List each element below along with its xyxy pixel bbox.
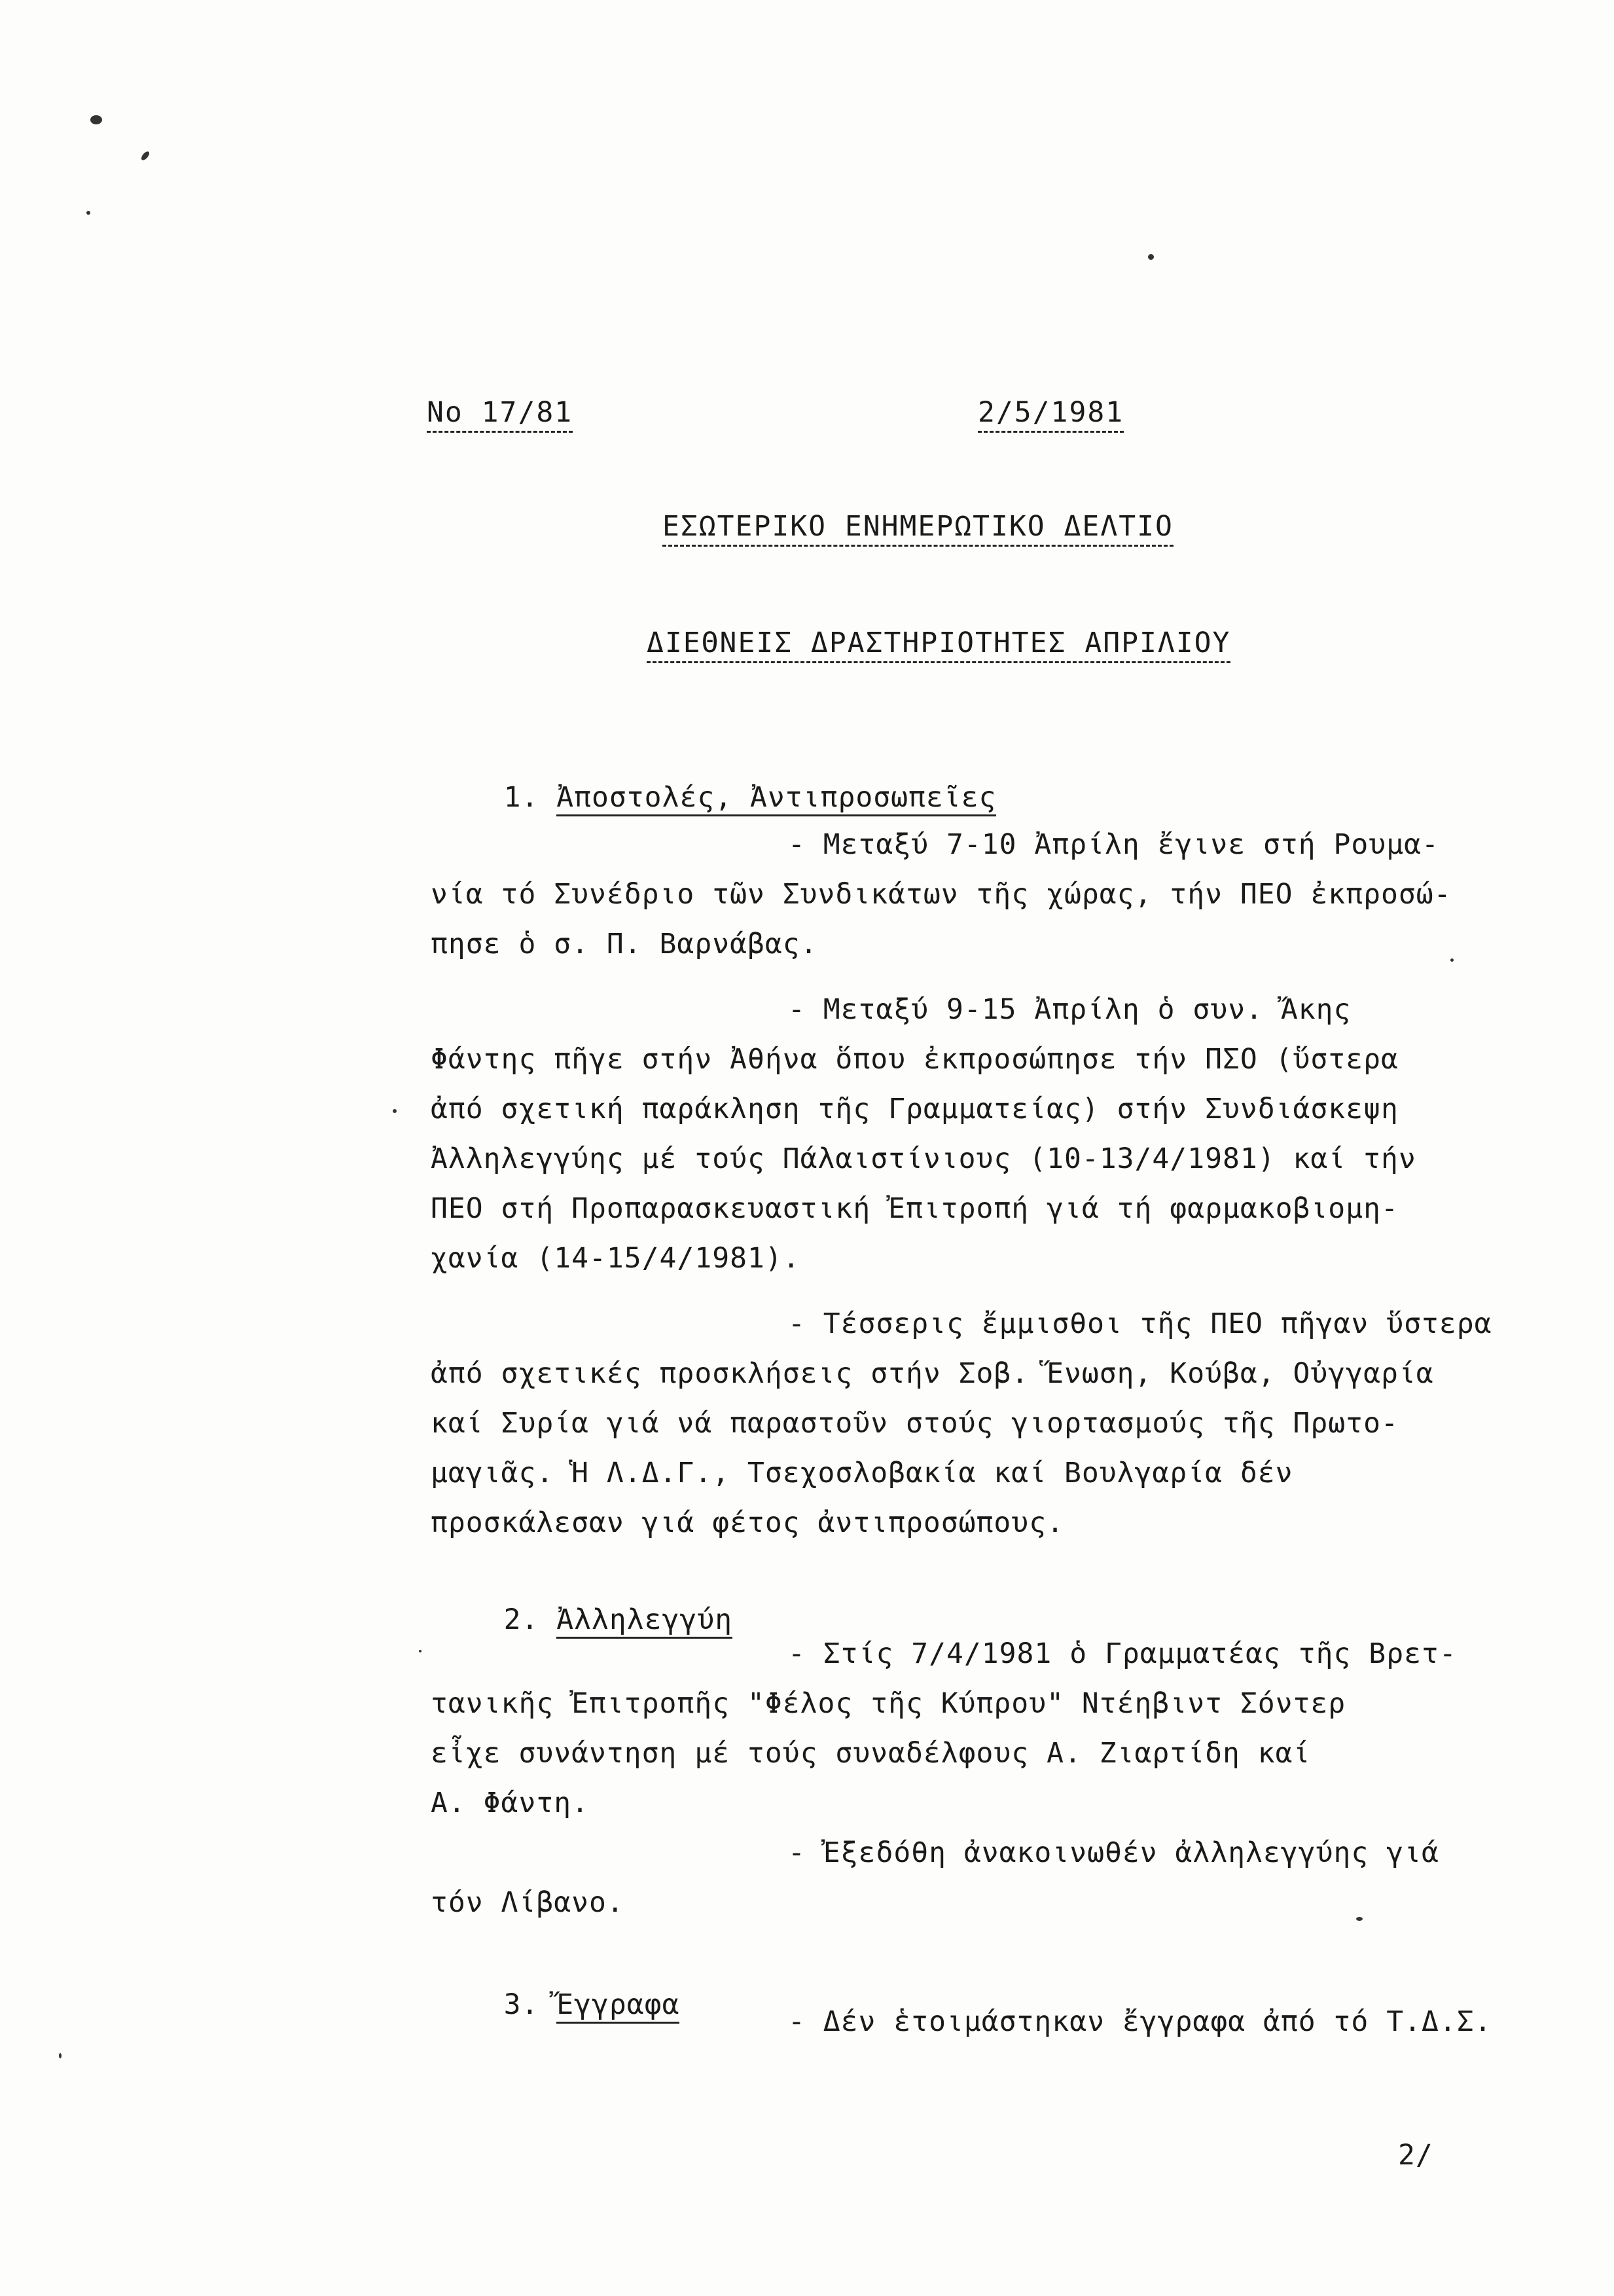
paragraph-line: εἶχε συνάντηση μέ τούς συναδέλφους Α. Ζιαρτίδη καί <box>431 1737 1311 1770</box>
paragraph-line: πησε ὁ σ. Π. Βαρνάβας. <box>431 928 818 960</box>
paragraph-line: - Ἐξεδόθη ἀνακοινωθέν ἀλληλεγγύης γιά <box>788 1836 1439 1869</box>
section-1-number: 1. <box>503 781 539 814</box>
scan-speck <box>90 115 102 124</box>
scan-speck <box>1450 958 1454 962</box>
paragraph-line: νία τό Συνέδριο τῶν Συνδικάτων τῆς χώρας, τήν ΠΕΟ ἐκπροσώ- <box>431 878 1452 911</box>
paragraph-line: ΠΕΟ στή Προπαρασκευαστική Ἐπιτροπή γιά τή φαρμακοβιομη- <box>431 1192 1399 1225</box>
paragraph-line: Φάντης πῆγε στήν Ἀθήνα ὅπου ἐκπροσώπησε τήν ΠΣΟ (ὕστερα <box>431 1043 1399 1076</box>
scan-speck <box>140 150 151 161</box>
paragraph-line: Ἀλληλεγγύης μέ τούς Πάλαιστίνιους (10-13/4/1981) καί τήν <box>431 1142 1416 1175</box>
paragraph-line: - Μεταξύ 7-10 Ἀπρίλη ἔγινε στή Ρουμα- <box>788 828 1439 861</box>
section-2-heading <box>433 1569 732 1671</box>
paragraph-line: χανία (14-15/4/1981). <box>431 1242 800 1275</box>
paragraph-line: τανικῆς Ἐπιτροπῆς "Φέλος τῆς Κύπρου" Ντέηβιντ Σόντερ <box>431 1687 1346 1720</box>
scan-speck <box>419 1650 421 1652</box>
section-3-title: Ἔγγραφα <box>556 1988 679 2024</box>
paragraph-line: - Τέσσερις ἔμμισθοι τῆς ΠΕΟ πῆγαν ὕστερα <box>788 1307 1492 1340</box>
section-2-number: 2. <box>503 1603 539 1636</box>
document-title: ΕΣΩΤΕΡΙΚΟ ΕΝΗΜΕΡΩΤΙΚΟ ΔΕΛΤΙΟ <box>662 509 1174 547</box>
scan-speck <box>393 1109 397 1113</box>
document-date: 2/5/1981 <box>978 395 1124 433</box>
scan-speck <box>59 2053 62 2058</box>
paragraph-line: ἀπό σχετική παράκληση τῆς Γραμματείας) στήν Συνδιάσκεψη <box>431 1093 1399 1125</box>
scan-speck <box>1356 1917 1363 1921</box>
paragraph-line: Α. Φάντη. <box>431 1787 589 1819</box>
page-marker: 2/ <box>1398 2139 1433 2172</box>
document-subtitle: ΔΙΕΘΝΕΙΣ ΔΡΑΣΤΗΡΙΟΤΗΤΕΣ ΑΠΡΙΛΙΟΥ <box>647 626 1230 663</box>
paragraph-line: - Στίς 7/4/1981 ὁ Γραμματέας τῆς Βρετ- <box>788 1637 1457 1670</box>
paragraph-line: ἀπό σχετικές προσκλήσεις στήν Σοβ. Ἕνωση, Κούβα, Οὐγγαρία <box>431 1357 1434 1390</box>
paragraph-line: προσκάλεσαν γιά φέτος ἀντιπροσώπους. <box>431 1506 1064 1539</box>
section-3-number: 3. <box>503 1988 539 2021</box>
paragraph-line: μαγιᾶς. Ἡ Λ.Δ.Γ., Τσεχοσλοβακία καί Βουλγαρία δέν <box>431 1457 1293 1489</box>
paragraph-line: τόν Λίβανο. <box>431 1886 624 1919</box>
paragraph-line: - Δέν ἑτοιμάστηκαν ἔγγραφα ἀπό τό Τ.Δ.Σ. <box>788 2005 1492 2038</box>
section-1-title: Ἀποστολές, Ἀντιπροσωπεῖες <box>556 781 996 816</box>
scan-speck <box>1148 254 1154 260</box>
section-3-heading <box>433 1954 679 2056</box>
section-2-title: Ἀλληλεγγύη <box>556 1603 732 1639</box>
scan-speck <box>86 211 90 215</box>
paragraph-line: καί Συρία γιά νά παραστοῦν στούς γιορτασμούς τῆς Πρωτο- <box>431 1407 1399 1440</box>
document-number: No 17/81 <box>427 395 573 433</box>
paragraph-line: - Μεταξύ 9-15 Ἀπρίλη ὁ συν. Ἄκης <box>788 993 1352 1026</box>
